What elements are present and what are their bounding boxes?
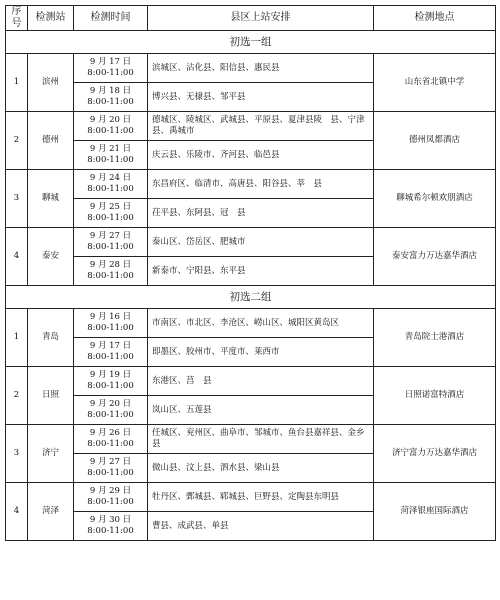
counties-cell: 任城区、兖州区、曲阜市、邹城市、鱼台县嘉祥县、金乡县 [148,425,374,454]
seq-cell: 1 [6,54,28,112]
table-body [6,31,496,541]
seq-cell: 4 [6,483,28,541]
station-cell: 济宁 [28,425,74,483]
time-cell [74,454,148,483]
group-row [6,31,496,54]
table-row [6,425,496,454]
schedule-table [5,5,496,541]
counties-cell: 东港区、莒 县 [148,367,374,396]
time-text: 8:00-11:00 [87,97,134,107]
seq-cell: 3 [6,170,28,228]
header-place: 检测地点 [374,6,496,31]
station-cell: 日照 [28,367,74,425]
time-text: 8:00-11:00 [87,184,134,194]
time-cell [74,396,148,425]
header-seq: 序号 [6,6,28,31]
time-cell [74,54,148,83]
date-text: 9 月 17 日 [89,57,132,67]
time-cell [74,170,148,199]
counties-cell: 博兴县、无棣县、邹平县 [148,83,374,112]
time-cell [74,83,148,112]
time-cell [74,367,148,396]
group-title: 初选二组 [6,286,496,309]
seq-cell: 3 [6,425,28,483]
station-cell: 聊城 [28,170,74,228]
table-row [6,112,496,141]
time-text: 8:00-11:00 [87,439,134,449]
table-row [6,483,496,512]
time-cell [74,425,148,454]
seq-cell: 2 [6,367,28,425]
group-row [6,286,496,309]
counties-cell: 曹县、成武县、单县 [148,512,374,541]
header-time: 检测时间 [74,6,148,31]
header-row [6,6,496,31]
time-cell [74,257,148,286]
time-cell [74,112,148,141]
place-cell: 菏泽银座国际酒店 [374,483,496,541]
counties-cell: 滨城区、沾化县、阳信县、惠民县 [148,54,374,83]
table-row [6,367,496,396]
time-text: 8:00-11:00 [87,213,134,223]
table-row [6,54,496,83]
station-cell: 泰安 [28,228,74,286]
time-cell [74,338,148,367]
counties-cell: 庆云县、乐陵市、齐河县、临邑县 [148,141,374,170]
counties-cell: 新泰市、宁阳县、东平县 [148,257,374,286]
group-title: 初选一组 [6,31,496,54]
seq-cell: 2 [6,112,28,170]
time-text: 8:00-11:00 [87,68,134,78]
time-text: 8:00-11:00 [87,126,134,136]
place-cell: 德州凤都酒店 [374,112,496,170]
date-text: 9 月 24 日 [89,173,132,183]
time-text: 8:00-11:00 [87,323,134,333]
time-text: 8:00-11:00 [87,410,134,420]
station-cell: 德州 [28,112,74,170]
time-text: 8:00-11:00 [87,271,134,281]
counties-cell: 岚山区、五莲县 [148,396,374,425]
time-cell [74,512,148,541]
date-text: 9 月 28 日 [89,260,132,270]
table-row [6,309,496,338]
station-cell: 菏泽 [28,483,74,541]
time-text: 8:00-11:00 [87,352,134,362]
place-cell: 日照诺富特酒店 [374,367,496,425]
time-text: 8:00-11:00 [87,155,134,165]
date-text: 9 月 27 日 [89,231,132,241]
date-text: 9 月 18 日 [89,86,132,96]
date-text: 9 月 20 日 [89,115,132,125]
date-text: 9 月 17 日 [89,341,132,351]
table-row [6,228,496,257]
time-cell [74,228,148,257]
time-cell [74,141,148,170]
station-cell: 滨州 [28,54,74,112]
counties-cell: 东昌府区、临清市、高唐县、阳谷县、莘 县 [148,170,374,199]
place-cell: 济宁富力万达嘉华酒店 [374,425,496,483]
date-text: 9 月 29 日 [89,486,132,496]
station-cell: 青岛 [28,309,74,367]
date-text: 9 月 16 日 [89,312,132,322]
place-cell: 山东省北镇中学 [374,54,496,112]
time-text: 8:00-11:00 [87,497,134,507]
header-station: 检测站 [28,6,74,31]
time-text: 8:00-11:00 [87,526,134,536]
counties-cell: 即墨区、胶州市、平度市、莱西市 [148,338,374,367]
counties-cell: 泰山区、岱岳区、肥城市 [148,228,374,257]
time-text: 8:00-11:00 [87,468,134,478]
time-cell [74,199,148,228]
place-cell: 聊城希尔顿欢朋酒店 [374,170,496,228]
date-text: 9 月 25 日 [89,202,132,212]
date-text: 9 月 19 日 [89,370,132,380]
counties-cell: 市南区、市北区、李沧区、崂山区、城阳区黄岛区 [148,309,374,338]
date-text: 9 月 21 日 [89,144,132,154]
place-cell: 泰安富力万达嘉华酒店 [374,228,496,286]
header-counties: 县区上站安排 [148,6,374,31]
date-text: 9 月 27 日 [89,457,132,467]
seq-cell: 4 [6,228,28,286]
table-row [6,170,496,199]
counties-cell: 牡丹区、鄄城县、郓城县、巨野县、定陶县东明县 [148,483,374,512]
counties-cell: 德城区、陵城区、武城县、平原县、夏津县陵 县、宁津县、禹城市 [148,112,374,141]
date-text: 9 月 26 日 [89,428,132,438]
time-text: 8:00-11:00 [87,242,134,252]
counties-cell: 茌平县、东阿县、冠 县 [148,199,374,228]
date-text: 9 月 20 日 [89,399,132,409]
time-cell [74,309,148,338]
place-cell: 青岛院士港酒店 [374,309,496,367]
table-header [6,6,496,31]
counties-cell: 微山县、汶上县、泗水县、梁山县 [148,454,374,483]
time-cell [74,483,148,512]
time-text: 8:00-11:00 [87,381,134,391]
seq-cell: 1 [6,309,28,367]
date-text: 9 月 30 日 [89,515,132,525]
